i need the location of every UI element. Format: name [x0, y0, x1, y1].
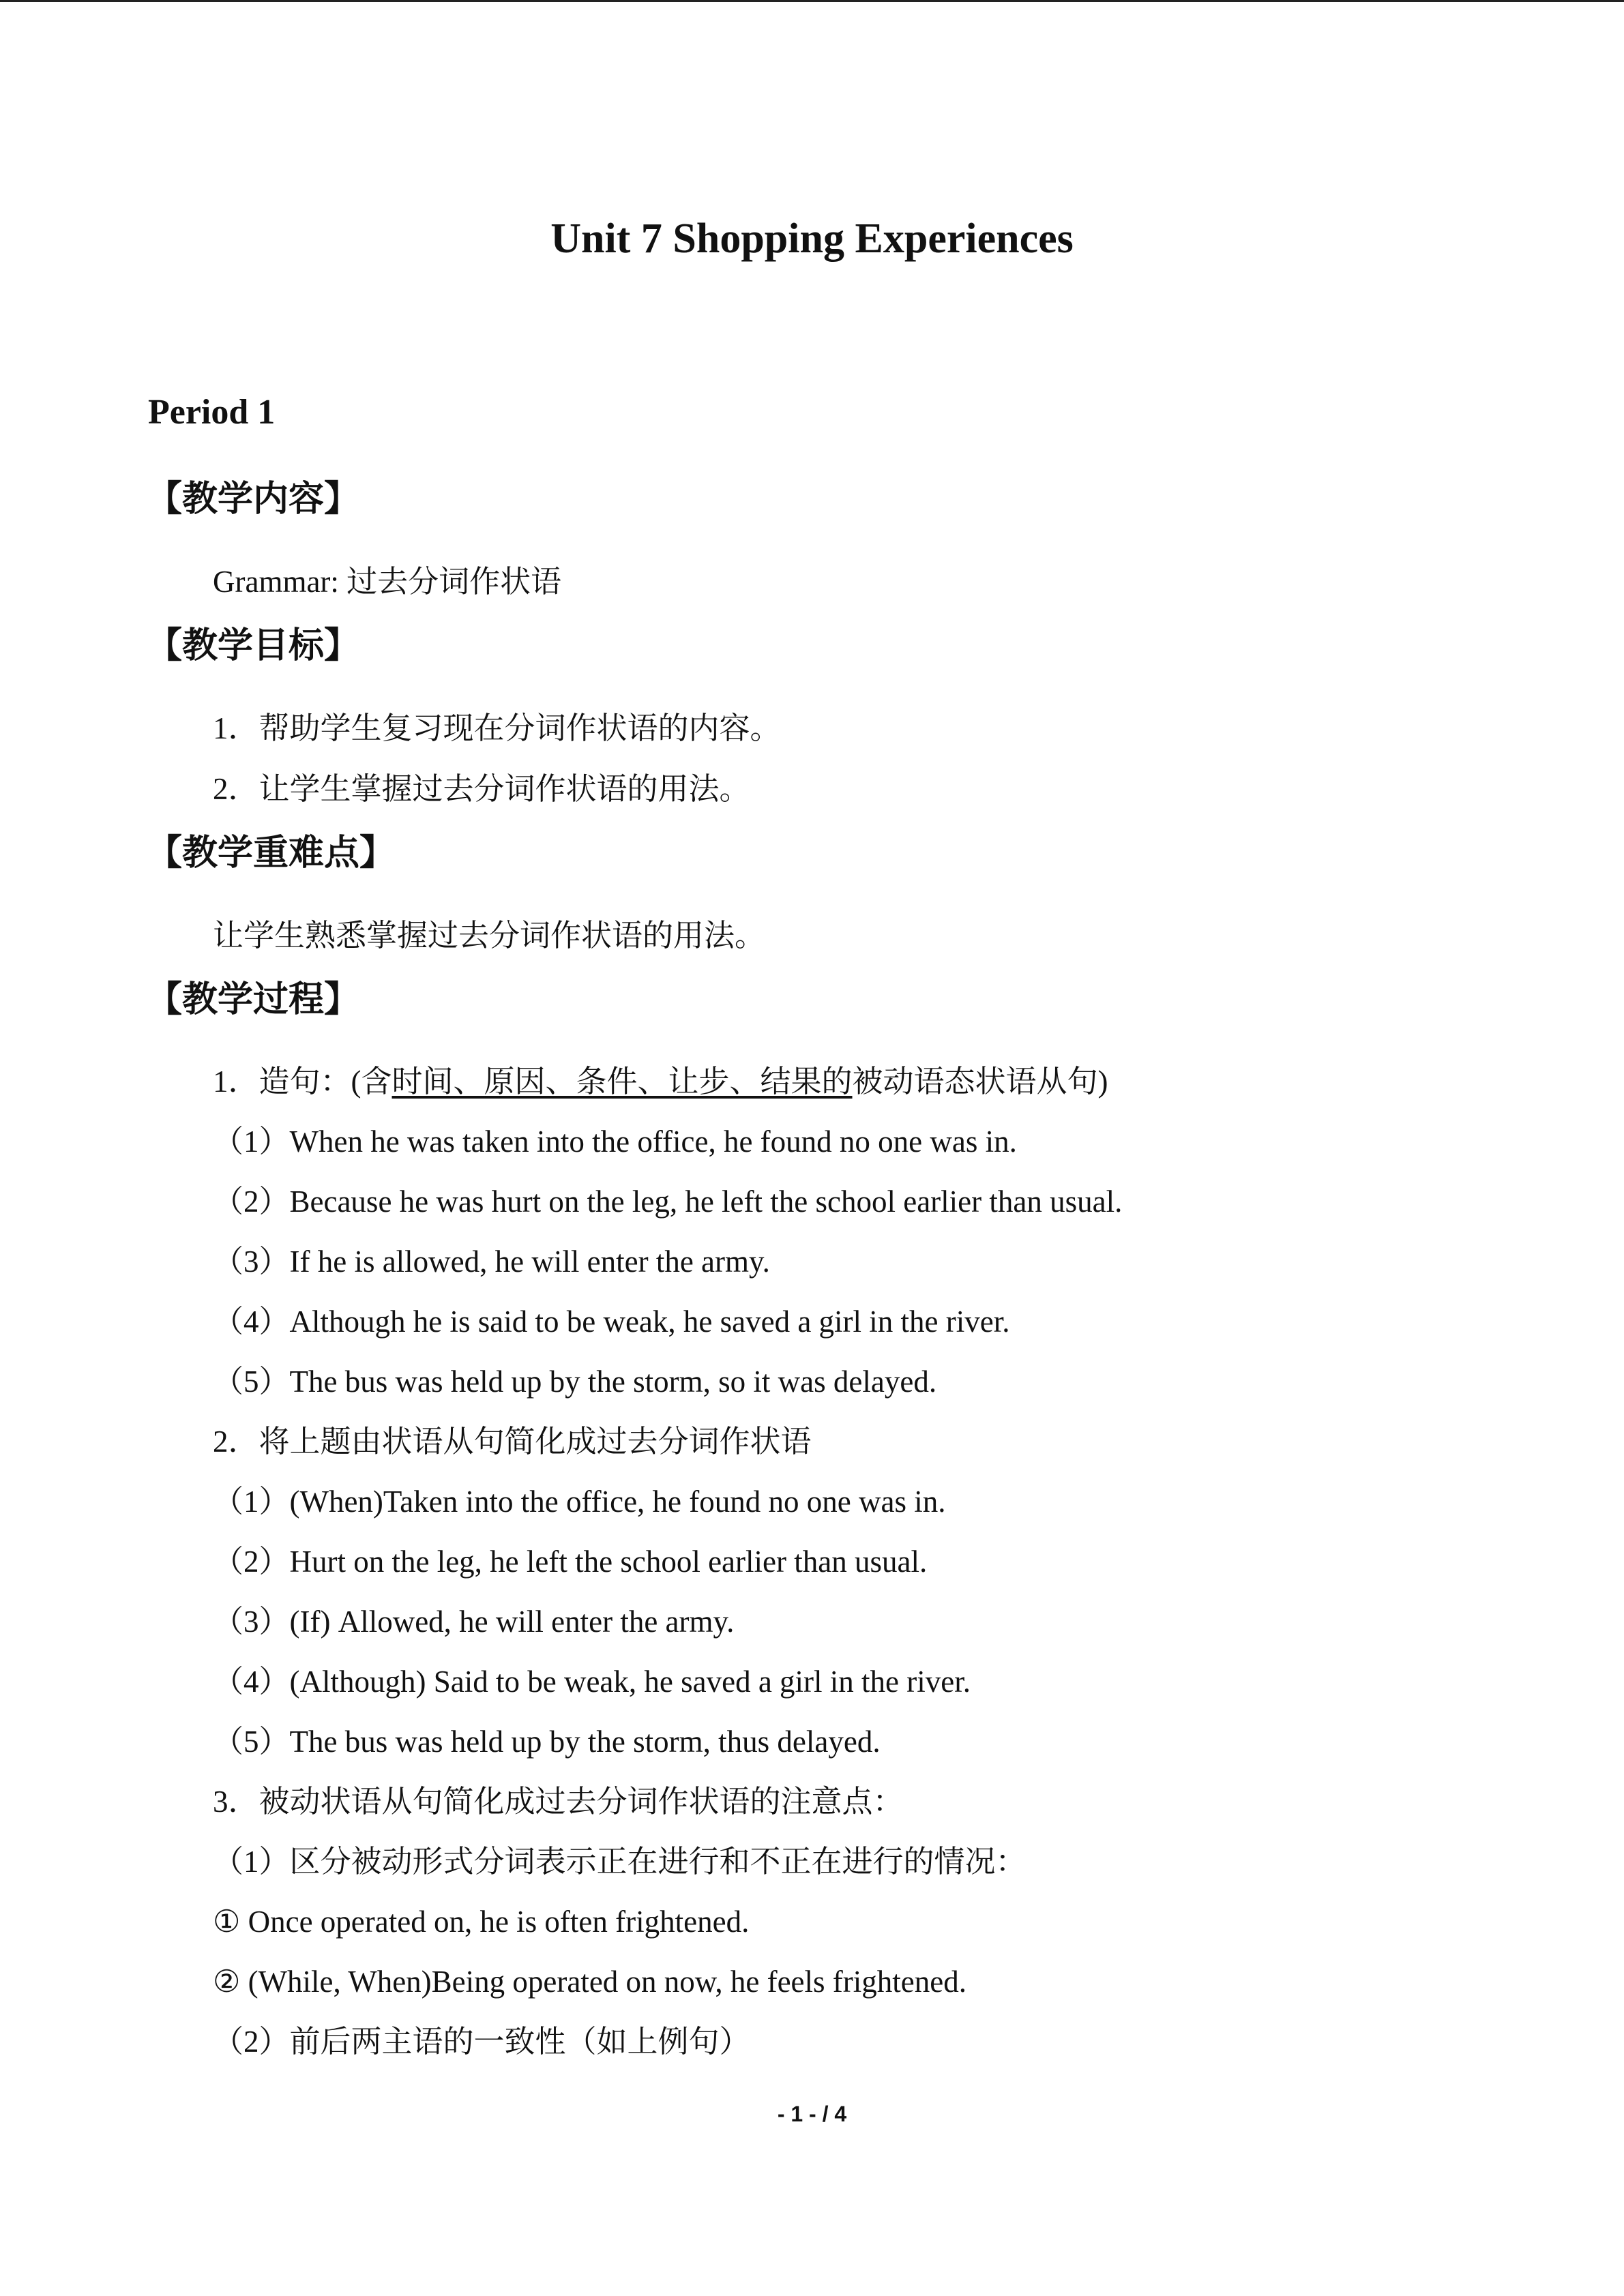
step1-sentence: （4）Although he is said to be weak, he saved a girl in the river. [213, 1304, 1010, 1339]
step1-underlined: 时间、原因、条件、让步、结果的 [392, 1064, 853, 1099]
heading-key-points: 【教学重难点】 [147, 833, 396, 874]
step1-sentence: （2）Because he was hurt on the leg, he left the school earlier than usual. [213, 1184, 1123, 1219]
step2-sentence: （5）The bus was held up by the storm, thus delayed. [213, 1725, 881, 1759]
process-step-2: 2．将上题由状语从句简化成过去分词作状语 [213, 1425, 812, 1459]
step3-example: ① Once operated on, he is often frightened. [213, 1905, 750, 1939]
step3-subpoint: （2）前后两主语的一致性（如上例句） [213, 2025, 750, 2059]
page-number: - 1 - / 4 [777, 2102, 847, 2126]
step3-example: ② (While, When)Being operated on now, he feels frightened. [213, 1965, 966, 1999]
heading-teaching-goals: 【教学目标】 [147, 625, 360, 666]
step2-sentence: （2）Hurt on the leg, he left the school earlier than usual. [213, 1545, 928, 1579]
step2-sentence: （4）(Although) Said to be weak, he saved a girl in the river. [213, 1665, 971, 1699]
process-step-3: 3．被动状语从句简化成过去分词作状语的注意点： [213, 1785, 904, 1819]
step1-sentence: （1）When he was taken into the office, he found no one was in. [213, 1124, 1017, 1159]
step2-sentence: （3）(If) Allowed, he will enter the army. [213, 1605, 735, 1639]
step3-subpoint: （1）区分被动形式分词表示正在进行和不正在进行的情况： [213, 1845, 1027, 1879]
heading-teaching-process: 【教学过程】 [147, 979, 360, 1020]
step2-sentence: （1）(When)Taken into the office, he found no one was in. [213, 1485, 946, 1519]
document-title: Unit 7 Shopping Experiences [550, 215, 1074, 262]
heading-teaching-content: 【教学内容】 [147, 479, 360, 520]
content-line: Grammar: 过去分词作状语 [213, 565, 562, 599]
step1-sentence: （3）If he is allowed, he will enter the army. [213, 1244, 770, 1279]
process-step-1 [213, 1061, 1108, 1102]
step1-prefix: 1．造句：(含 [213, 1064, 392, 1099]
key-points-line: 让学生熟悉掌握过去分词作状语的用法。 [213, 919, 766, 953]
goal-item: 1．帮助学生复习现在分词作状语的内容。 [213, 711, 781, 745]
step1-suffix: 被动语态状语从句) [852, 1064, 1108, 1099]
step1-sentence: （5）The bus was held up by the storm, so it was delayed. [213, 1365, 937, 1399]
period-label: Period 1 [148, 393, 276, 432]
goal-item: 2．让学生掌握过去分词作状语的用法。 [213, 772, 750, 806]
